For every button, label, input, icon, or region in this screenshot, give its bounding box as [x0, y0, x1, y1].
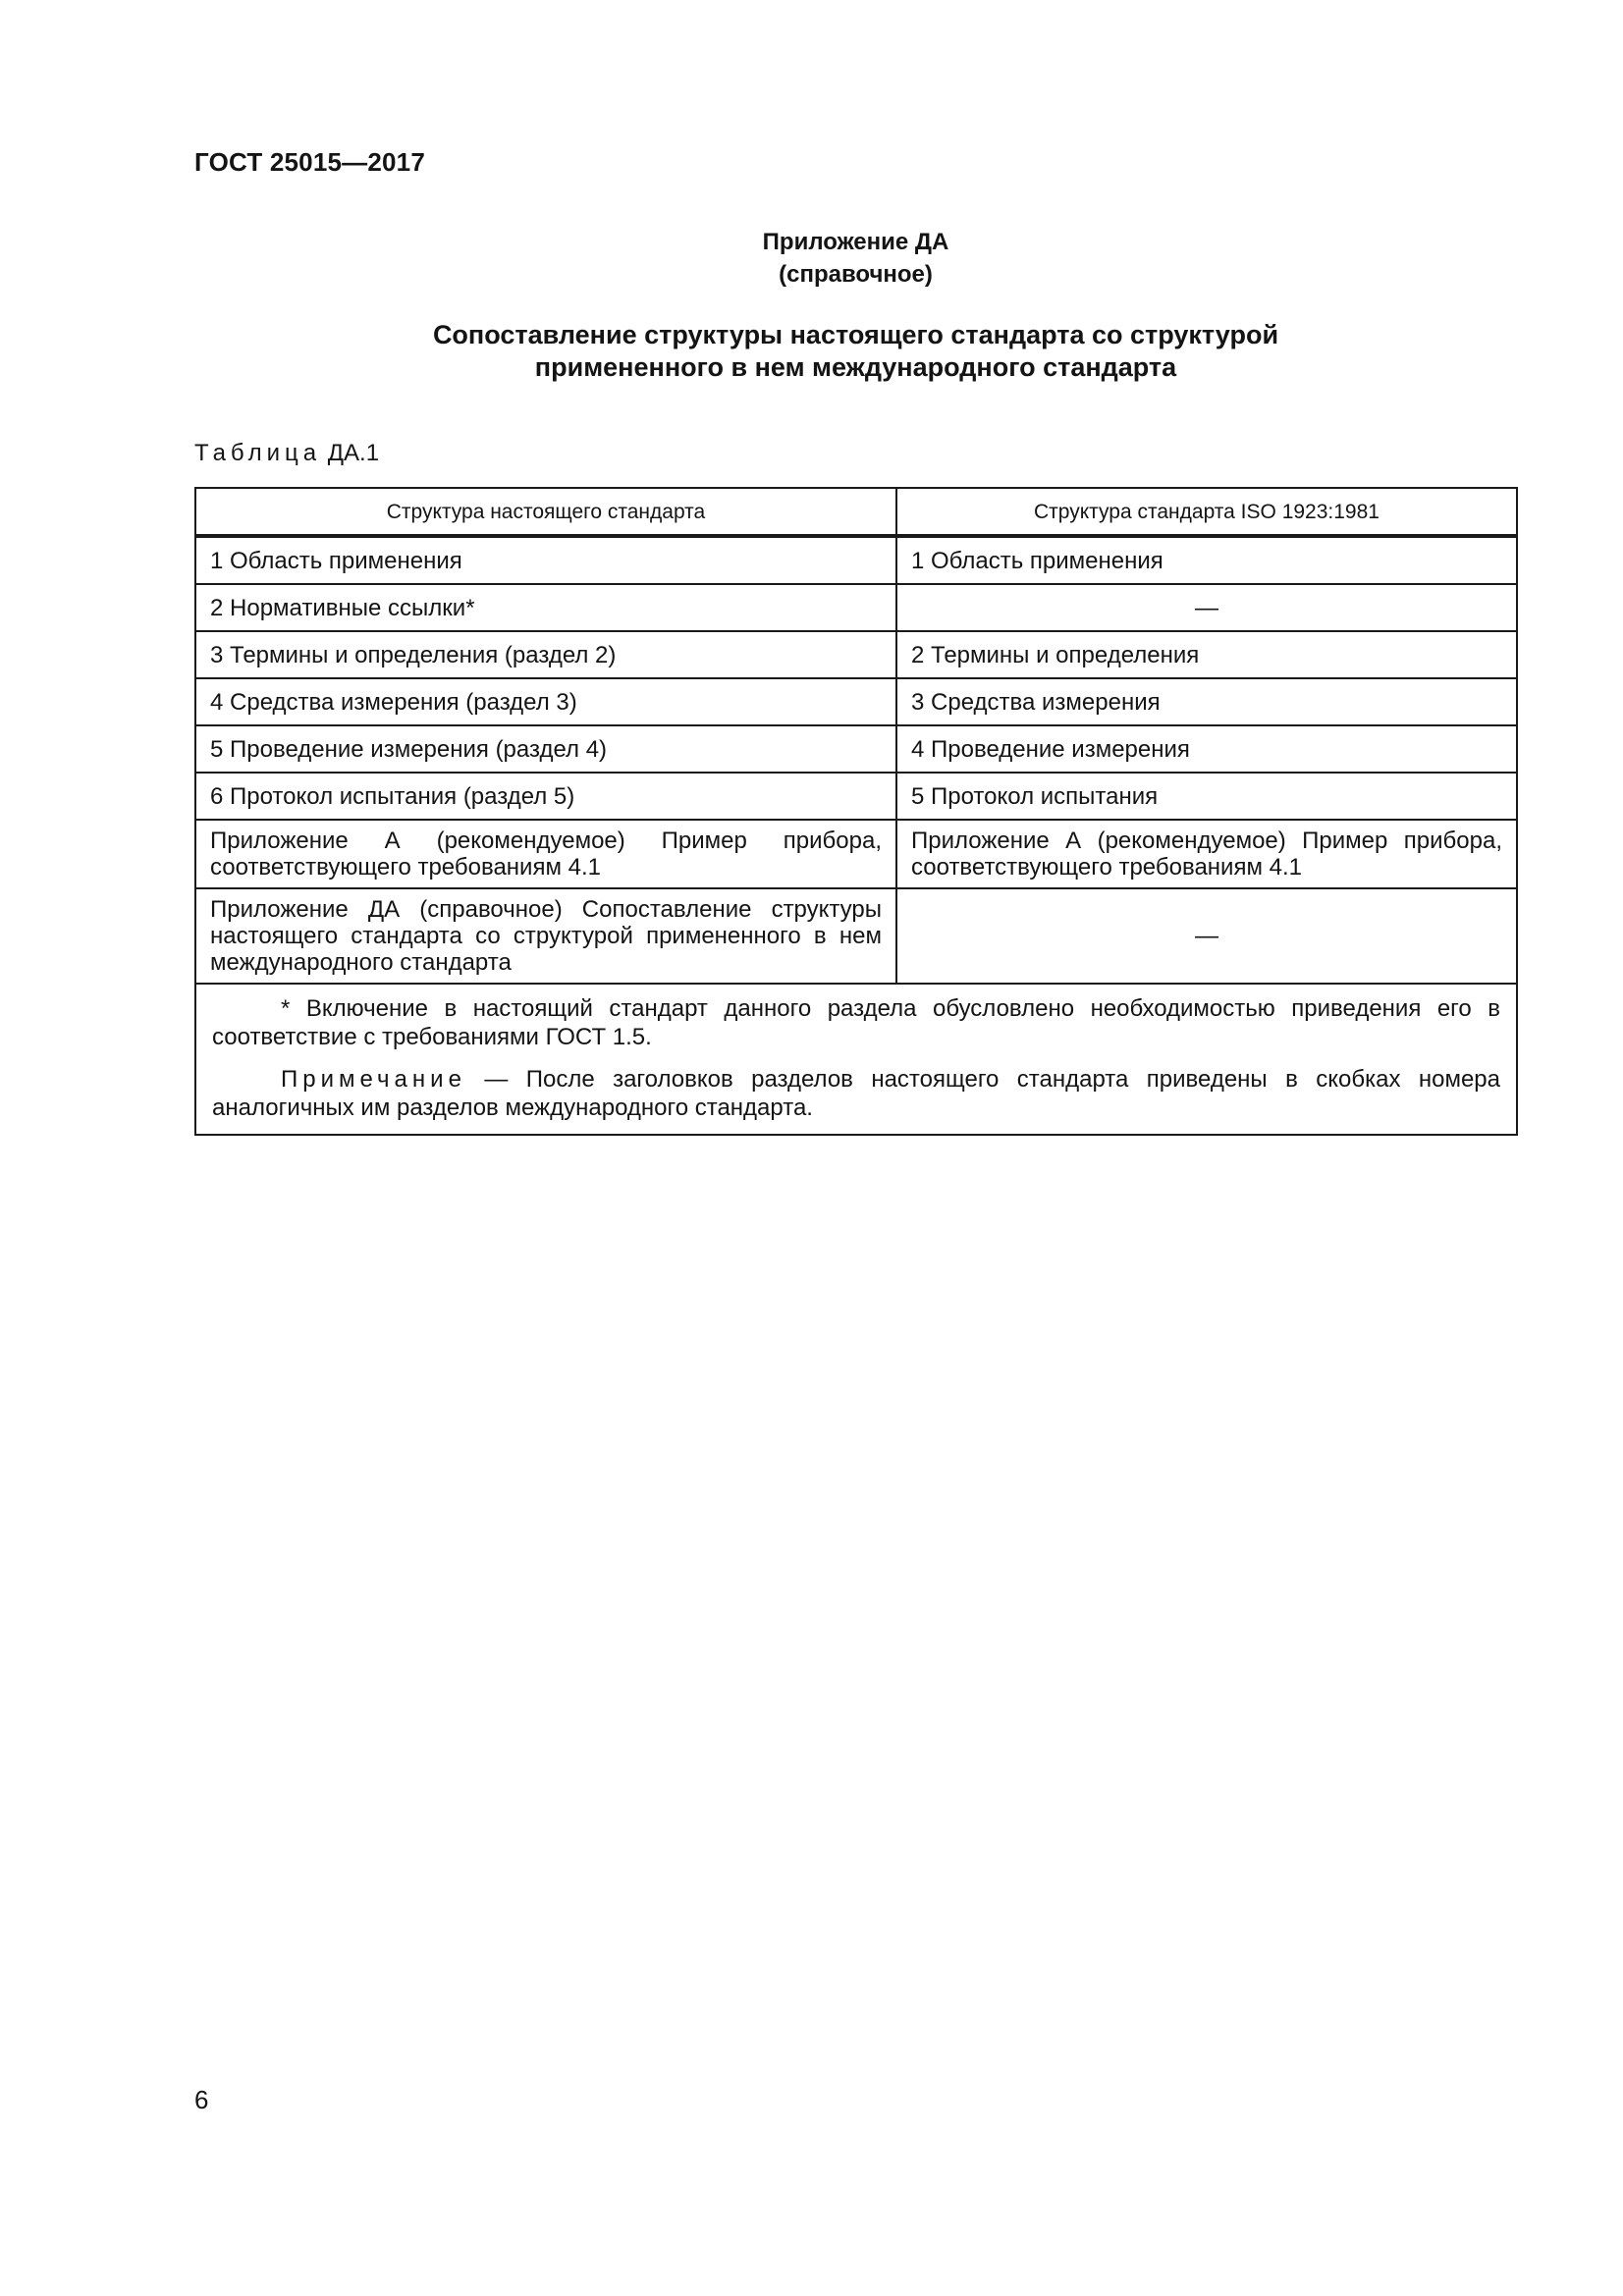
page-number: 6 — [194, 2085, 209, 2114]
table-cell: 1 Область применения — [896, 536, 1517, 584]
table-cell: 1 Область применения — [195, 536, 896, 584]
table-header-row — [195, 488, 1517, 536]
annex-title: Приложение ДА — [762, 229, 949, 255]
table-row — [195, 584, 1517, 631]
table-notes-row — [195, 984, 1517, 1135]
table-cell: 3 Средства измерения — [896, 678, 1517, 725]
table-row — [195, 725, 1517, 773]
document-code: ГОСТ 25015—2017 — [194, 147, 425, 177]
table-cell: 3 Термины и определения (раздел 2) — [195, 631, 896, 678]
table-cell: 4 Средства измерения (раздел 3) — [195, 678, 896, 725]
table-cell: 2 Нормативные ссылки* — [195, 584, 896, 631]
annex-heading — [44, 319, 1623, 384]
table-cell: — — [896, 888, 1517, 984]
table-cell: Приложение А (рекомендуемое) Пример прибора, соответствующего требованиям 4.1 — [195, 820, 896, 888]
column-header-national: Структура настоящего стандарта — [195, 488, 896, 536]
table-row — [195, 536, 1517, 584]
table-cell: — — [896, 584, 1517, 631]
table-caption — [194, 440, 379, 467]
annex-heading-line-2: примененного в нем международного стандарта — [534, 352, 1177, 382]
table-row — [195, 678, 1517, 725]
annex-heading-line-1: Сопоставление структуры настоящего стандарта со структурой — [432, 320, 1279, 349]
table-note-label: Примечание — [281, 1066, 466, 1093]
table-cell: 4 Проведение измерения — [896, 725, 1517, 773]
table-note — [212, 1065, 1500, 1122]
table-footnote: * Включение в настоящий стандарт данного раздела обусловлено необходимостью приведения его в соответствие с требованиями ГОСТ 1.5. — [212, 995, 1500, 1050]
annex-kind: (справочное) — [779, 261, 933, 288]
table-row — [195, 820, 1517, 888]
table-caption-word: Таблица — [194, 440, 322, 466]
table-cell: 5 Протокол испытания — [896, 773, 1517, 820]
table-cell: Приложение ДА (справочное) Сопоставление структуры настоящего стандарта со структурой примененного в нем международного стандарта — [195, 888, 896, 984]
table-note-text: — После заголовков разделов настоящего стандарта приведены в скобках номера аналогичных им разделов международного стандарта. — [212, 1066, 1500, 1121]
table-cell: 2 Термины и определения — [896, 631, 1517, 678]
table-caption-number: ДА.1 — [327, 440, 380, 466]
structure-comparison-table — [194, 487, 1518, 1136]
table-row — [195, 888, 1517, 984]
table-cell: Приложение А (рекомендуемое) Пример прибора, соответствующего требованиям 4.1 — [896, 820, 1517, 888]
table-cell: 5 Проведение измерения (раздел 4) — [195, 725, 896, 773]
table-row — [195, 631, 1517, 678]
table-row — [195, 773, 1517, 820]
table-notes-cell — [195, 984, 1517, 1135]
column-header-iso: Структура стандарта ISO 1923:1981 — [896, 488, 1517, 536]
table-cell: 6 Протокол испытания (раздел 5) — [195, 773, 896, 820]
